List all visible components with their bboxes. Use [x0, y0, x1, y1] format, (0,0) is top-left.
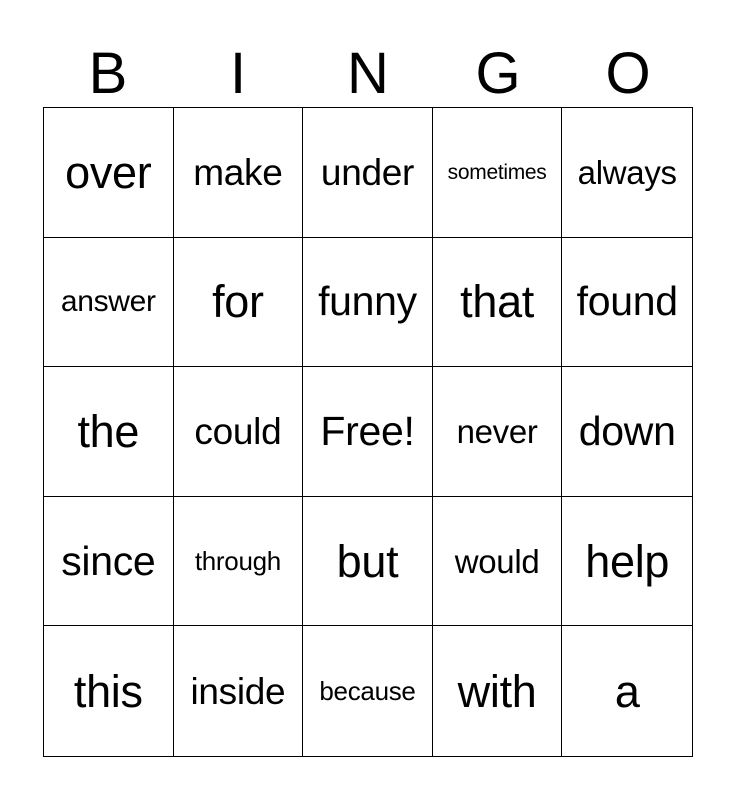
- bingo-cell[interactable]: because: [303, 626, 433, 756]
- bingo-cell[interactable]: a: [614, 665, 640, 717]
- header-letter-b: B: [88, 41, 128, 106]
- bingo-cell[interactable]: but: [303, 497, 433, 627]
- bingo-cell[interactable]: funny: [303, 238, 433, 368]
- bingo-header: [43, 40, 693, 108]
- bingo-cell[interactable]: help: [562, 497, 692, 627]
- bingo-cell[interactable]: this: [44, 626, 174, 756]
- bingo-board: [43, 107, 693, 757]
- header-letter-n: N: [347, 41, 389, 106]
- header-letter-o: O: [605, 41, 651, 106]
- bingo-cell[interactable]: over: [44, 108, 174, 238]
- bingo-cell[interactable]: with: [433, 626, 563, 756]
- bingo-cell[interactable]: through: [174, 497, 304, 627]
- bingo-cell[interactable]: down: [562, 367, 692, 497]
- bingo-cell[interactable]: that: [433, 238, 563, 368]
- bingo-cell[interactable]: sometimes: [433, 108, 563, 238]
- bingo-cell[interactable]: could: [174, 367, 304, 497]
- bingo-cell[interactable]: make: [174, 108, 304, 238]
- header-letter-g: G: [475, 41, 521, 106]
- bingo-cell free-space[interactable]: Free!: [303, 367, 433, 497]
- header-letter-i: I: [229, 41, 247, 106]
- bingo-cell[interactable]: never: [433, 367, 563, 497]
- bingo-cell[interactable]: inside: [174, 626, 304, 756]
- bingo-cell[interactable]: found: [562, 238, 692, 368]
- bingo-cell[interactable]: under: [303, 108, 433, 238]
- bingo-cell[interactable]: since: [44, 497, 174, 627]
- bingo-cell[interactable]: for: [174, 238, 304, 368]
- bingo-cell[interactable]: would: [433, 497, 563, 627]
- bingo-cell[interactable]: always: [562, 108, 692, 238]
- bingo-cell[interactable]: answer: [44, 238, 174, 368]
- bingo-cell[interactable]: the: [44, 367, 174, 497]
